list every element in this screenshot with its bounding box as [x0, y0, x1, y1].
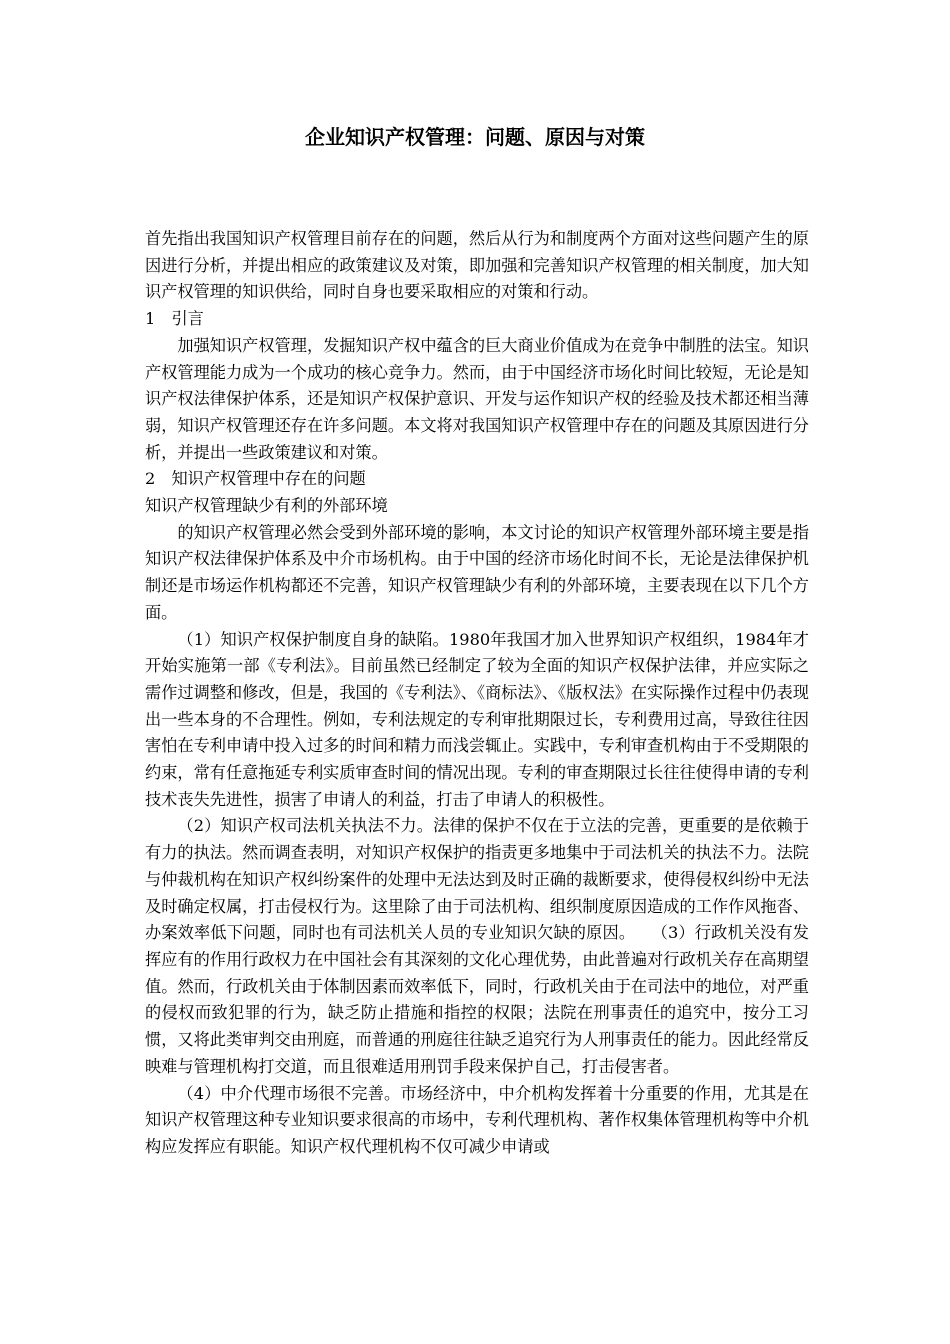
introduction-paragraph: 加强知识产权管理，发掘知识产权中蕴含的巨大商业价值成为在竞争中制胜的法宝。知识产权管理能力成为一个成功的核心竞争力。然而，由于中国经济市场化时间比较短，无论是知识产权法律保护体系，还是知识产权保护意识、开发与运作知识产权的经验及技术都还相当薄弱，知识产权管理还存在许多问题。本文将对我国知识产权管理中存在的问题及其原因进行分析，并提出一些政策建议和对策。 — [145, 335, 809, 462]
abstract-paragraph: 首先指出我国知识产权管理目前存在的问题，然后从行为和制度两个方面对这些问题产生的原因进行分析，并提出相应的政策建议及对策，即加强和完善知识产权管理的相关制度，加大知识产权管理的知识供给，同时自身也要采取相应的对策和行动。 — [145, 229, 809, 302]
section-heading-introduction: 1 引言 — [145, 309, 204, 329]
subsection-heading-environment: 知识产权管理缺少有利的外部环境 — [145, 496, 388, 516]
point-1-paragraph: （1）知识产权保护制度自身的缺陷。1980年我国才加入世界知识产权组织，1984年才开始实施第一部《专利法》。目前虽然已经制定了较为全面的知识产权保护法律，并应实际之需作过调整和修改，但是，我国的《专利法》、《商标法》、《版权法》在实际操作过程中仍表现出一些本身的不合理性。例如，专利法规定的专利审批期限过长，专利费用过高，导致往往因害怕在专利申请中投入过多的时间和精力而浅尝辄止。实践中，专利审查机构由于不受期限的约束，常有任意拖延专利实质审查时间的情况出现。专利的审查期限过长往往使得申请的专利技术丧失先进性，损害了申请人的利益，打击了申请人的积极性。 — [145, 629, 809, 809]
section-heading-problems: 2 知识产权管理中存在的问题 — [145, 469, 366, 489]
document-body — [145, 226, 809, 1161]
document-title: 企业知识产权管理：问题、原因与对策 — [305, 125, 645, 149]
point-2-paragraph: （2）知识产权司法机关执法不力。法律的保护不仅在于立法的完善，更重要的是依赖于有力的执法。然而调查表明，对知识产权保护的指责更多地集中于司法机关的执法不力。法院与仲裁机构在知识产权纠纷案件的处理中无法达到及时正确的裁断要求，使得侵权纠纷中无法及时确定权属，打击侵权行为。这里除了由于司法机构、组织制度原因造成的工作作风拖沓、办案效率低下问题，同时也有司法机关人员的专业知识欠缺的原因。 （3）行政机关没有发挥应有的作用行政权力在中国社会有其深刻的文化心理优势，由此普遍对行政机关存在高期望值。然而，行政机关由于体制因素而效率低下，同时，行政机关由于在司法中的地位，对严重的侵权而致犯罪的行为，缺乏防止措施和指控的权限；法院在刑事责任的追究中，按分工习惯，又将此类审判交由刑庭，而普通的刑庭往往缺乏追究行为人刑事责任的能力。因此经常反映难与管理机构打交道，而且很难适用刑罚手段来保护自己，打击侵害者。 — [145, 816, 809, 1076]
environment-paragraph: 的知识产权管理必然会受到外部环境的影响，本文讨论的知识产权管理外部环境主要是指知识产权法律保护体系及中介市场机构。由于中国的经济市场化时间不长，无论是法律保护机制还是市场运作机构都还不完善，知识产权管理缺少有利的外部环境，主要表现在以下几个方面。 — [145, 522, 809, 622]
point-4-paragraph: （4）中介代理市场很不完善。市场经济中，中介机构发挥着十分重要的作用，尤其是在知识产权管理这种专业知识要求很高的市场中，专利代理机构、著作权集体管理机构等中介机构应发挥应有职能。知识产权代理机构不仅可减少申请或 — [145, 1083, 809, 1156]
